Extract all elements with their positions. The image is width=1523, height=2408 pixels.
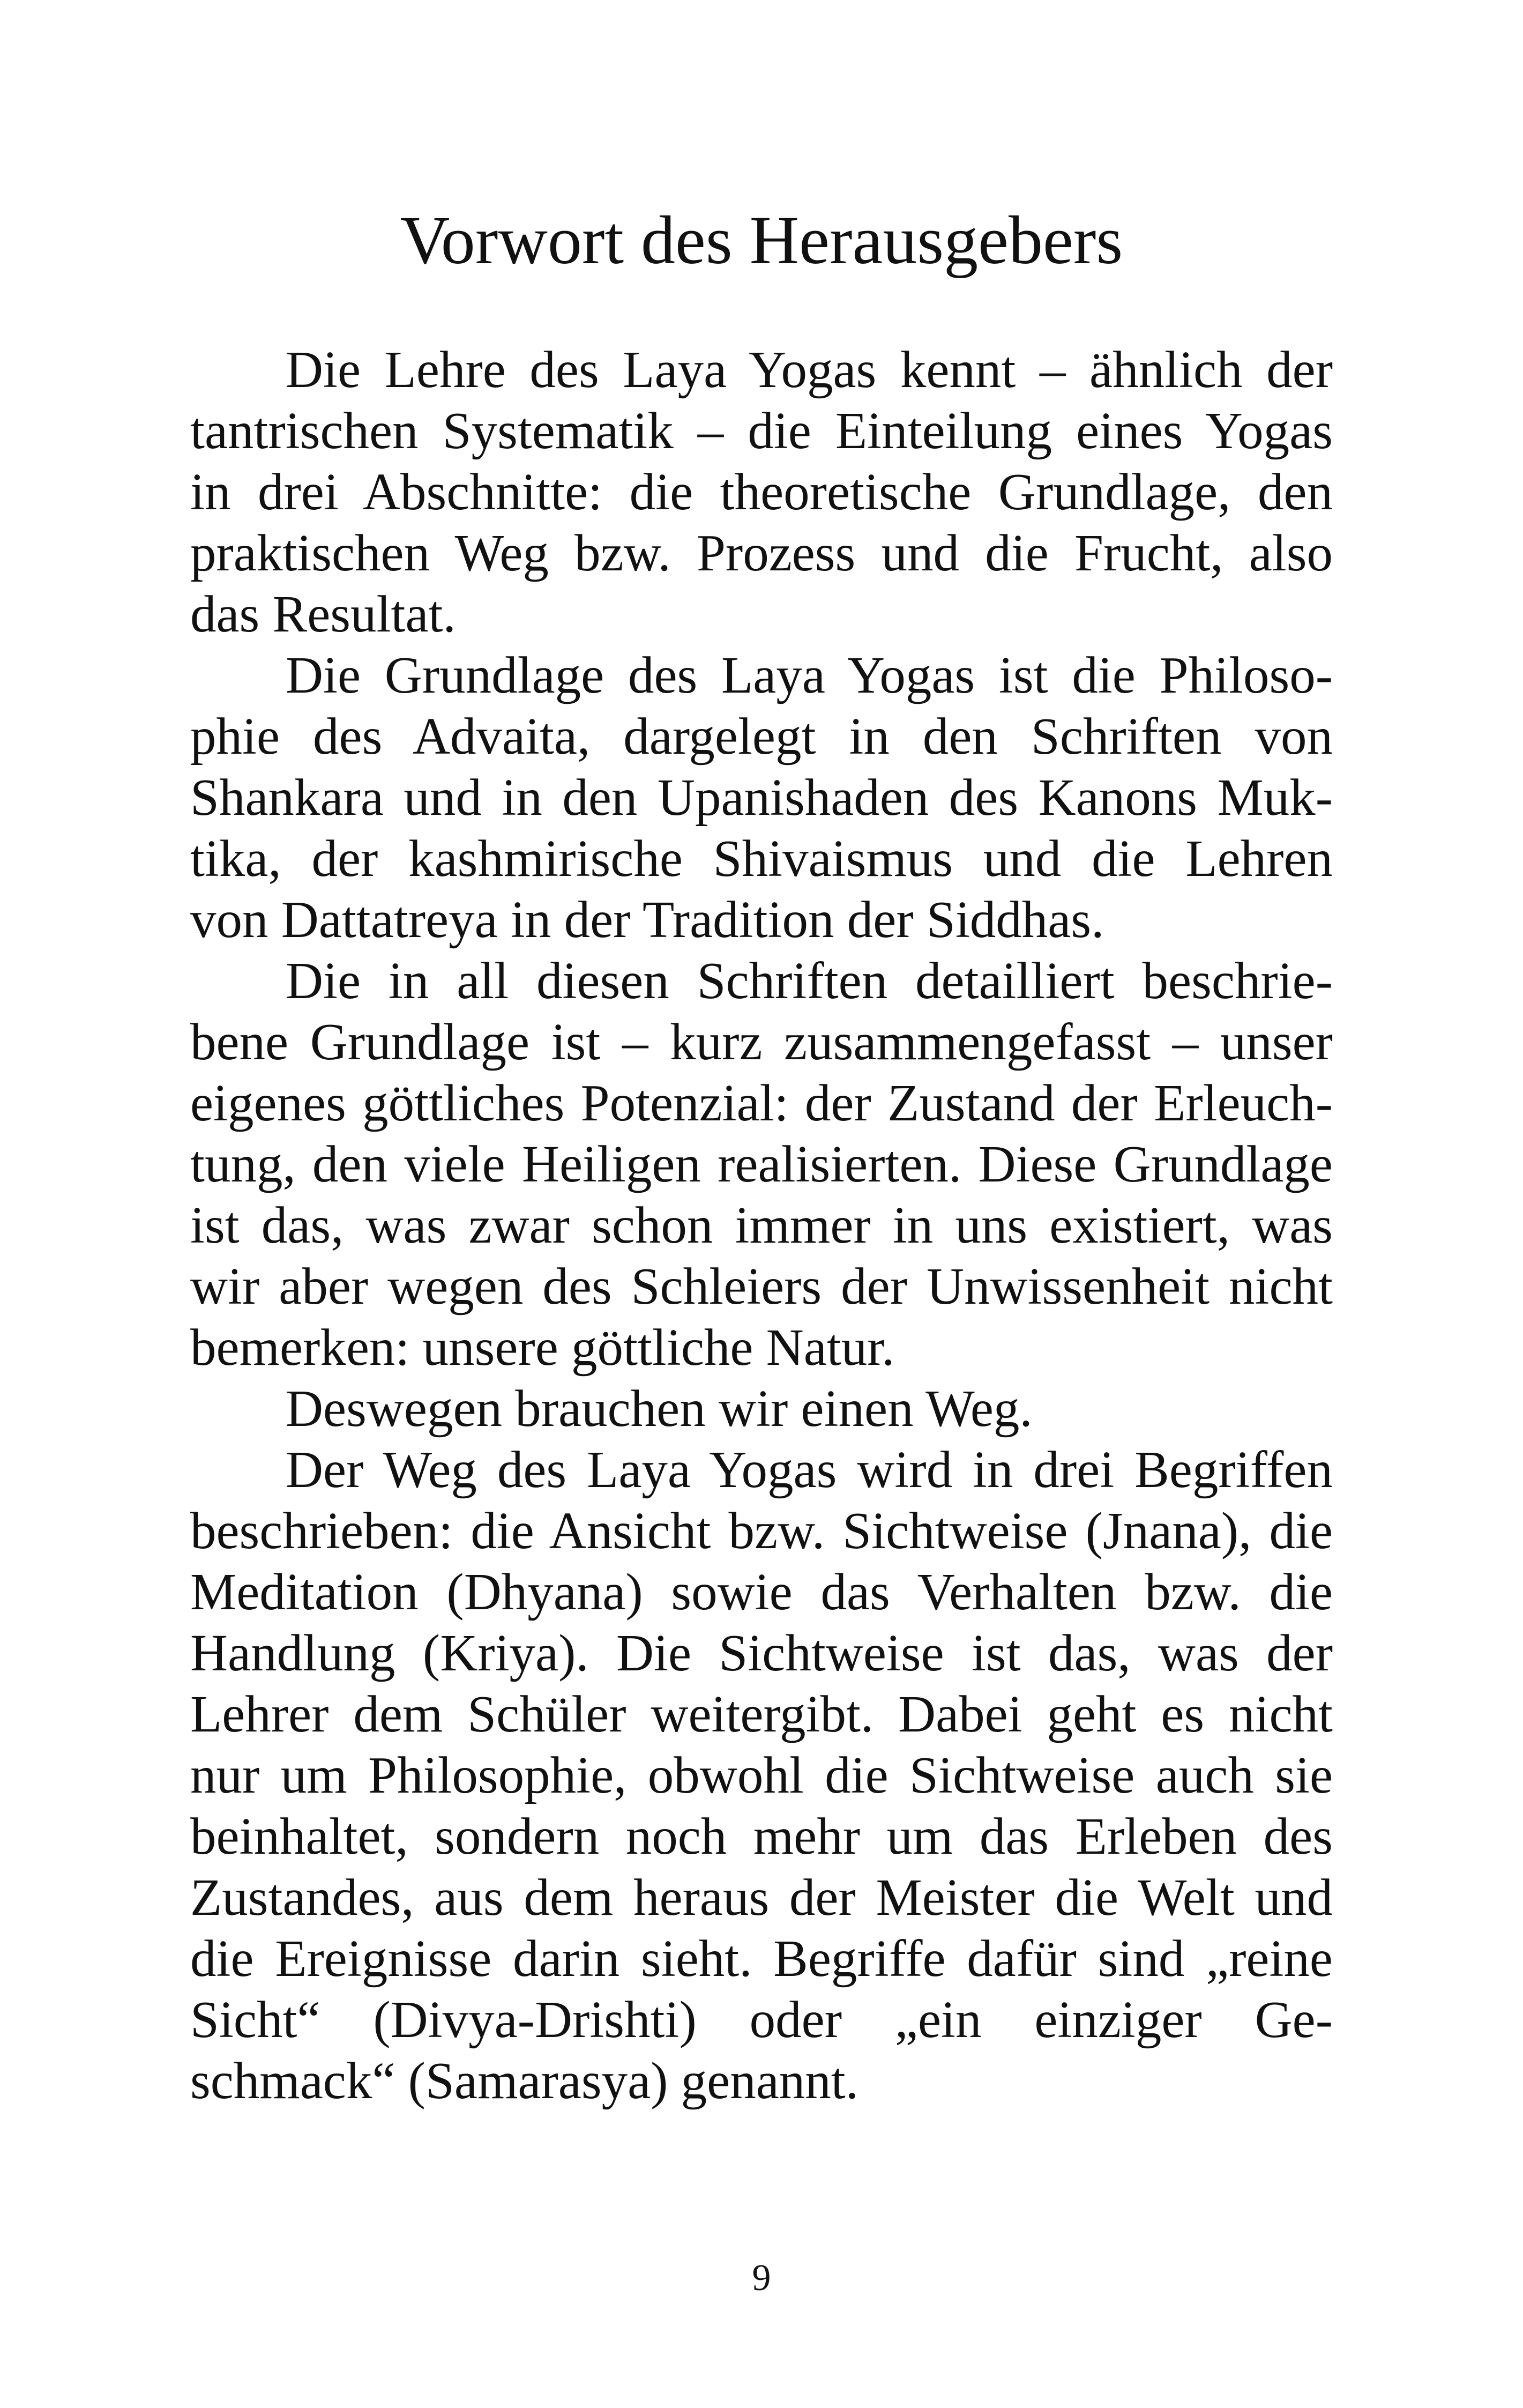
text-line: Die in all diesen Schriften detailliert beschrie-	[286, 952, 1333, 1009]
text-line: Die Grundlage des Laya Yogas ist die Philoso-	[286, 646, 1333, 704]
text-line: Lehrer dem Schüler weitergibt. Dabei geht es nicht	[190, 1685, 1333, 1743]
chapter-title: Vorwort des Herausgebers	[400, 202, 1123, 278]
text-line: von Dattatreya in der Tradition der Siddhas.	[190, 891, 1104, 948]
text-line: Zustandes, aus dem heraus der Meister die Welt und	[190, 1869, 1333, 1926]
text-line: bene Grundlage ist – kurz zusammengefasst – unser	[190, 1013, 1333, 1071]
text-line: praktischen Weg bzw. Prozess und die Frucht, also	[190, 524, 1333, 582]
text-line: ist das, was zwar schon immer in uns existiert, was	[190, 1196, 1333, 1254]
text-line: schmack“ (Samarasya) genannt.	[190, 2052, 858, 2109]
text-line: Die Lehre des Laya Yogas kennt – ähnlich der	[286, 341, 1333, 398]
text-line: Meditation (Dhyana) sowie das Verhalten bzw. die	[190, 1563, 1333, 1621]
page-number: 9	[752, 2257, 771, 2299]
text-line: in drei Abschnitte: die theoretische Grundlage, den	[190, 463, 1333, 521]
text-line: die Ereignisse darin sieht. Begriffe dafür sind „reine	[190, 1930, 1333, 1987]
body-text	[190, 339, 1333, 2112]
text-line: wir aber wegen des Schleiers der Unwissenheit nicht	[190, 1258, 1333, 1315]
paragraph-5	[190, 1439, 1333, 2112]
paragraph-1	[190, 339, 1333, 645]
text-line: Der Weg des Laya Yogas wird in drei Begriffen	[286, 1441, 1333, 1498]
text-line: beschrieben: die Ansicht bzw. Sichtweise (Jnana), die	[190, 1502, 1333, 1559]
text-line: bemerken: unsere göttliche Natur.	[190, 1319, 895, 1376]
text-line: tantrischen Systematik – die Einteilung eines Yogas	[190, 402, 1333, 459]
text-line: Sicht“ (Divya-Drishti) oder „ein einziger Ge-	[190, 1991, 1333, 2048]
paragraph-3	[190, 950, 1333, 1378]
text-line: das Resultat.	[190, 585, 456, 643]
text-line: beinhaltet, sondern noch mehr um das Erleben des	[190, 1808, 1333, 1865]
text-line: nur um Philosophie, obwohl die Sichtweise auch sie	[190, 1746, 1333, 1804]
text-line: phie des Advaita, dargelegt in den Schriften von	[190, 708, 1333, 765]
text-line: Shankara und in den Upanishaden des Kanons Muk-	[190, 769, 1333, 826]
text-line: eigenes göttliches Potenzial: der Zustand der Erleuch-	[190, 1074, 1333, 1132]
text-line: tung, den viele Heiligen realisierten. Diese Grundlage	[190, 1135, 1333, 1193]
text-line: Handlung (Kriya). Die Sichtweise ist das, was der	[190, 1624, 1333, 1682]
text-line: tika, der kashmirische Shivaismus und die Lehren	[190, 830, 1333, 887]
paragraph-4	[190, 1378, 1333, 1439]
paragraph-2	[190, 645, 1333, 950]
text-line: Deswegen brauchen wir einen Weg.	[286, 1380, 1033, 1437]
